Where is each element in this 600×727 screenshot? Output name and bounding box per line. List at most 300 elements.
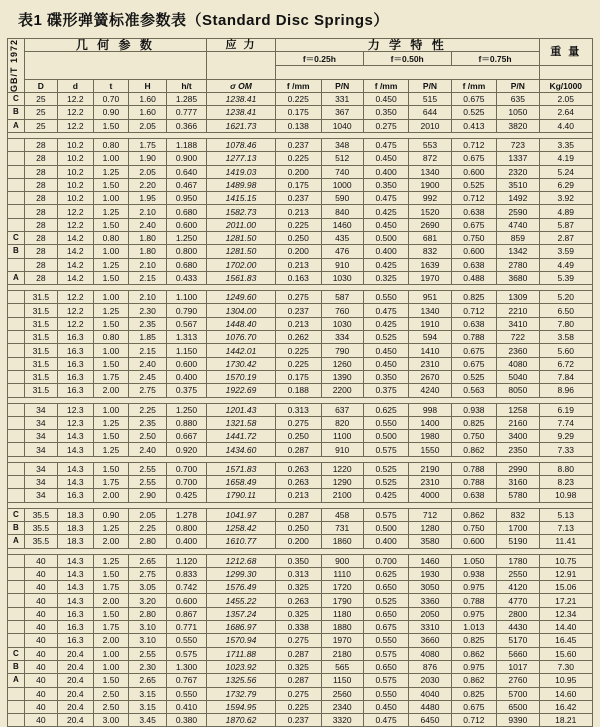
row-p3: 2590 [497, 205, 539, 218]
row-H: 1.80 [129, 232, 167, 245]
row-f1: 0.275 [275, 634, 321, 647]
row-H: 2.30 [129, 304, 167, 317]
row-H: 2.15 [129, 344, 167, 357]
row-f1: 0.287 [275, 674, 321, 687]
row-sigma: 1415.15 [207, 192, 276, 205]
row-ht: 1.300 [166, 660, 206, 673]
row-p3: 5660 [497, 647, 539, 660]
row-H: 2.75 [129, 384, 167, 397]
row-f3: 0.638 [451, 317, 497, 330]
row-d: 20.4 [58, 700, 94, 713]
row-H: 3.05 [129, 581, 167, 594]
row-f1: 0.263 [275, 594, 321, 607]
row-p3: 2550 [497, 567, 539, 580]
row-sigma: 1489.98 [207, 178, 276, 191]
row-group [8, 403, 25, 416]
row-H: 2.75 [129, 567, 167, 580]
row-p1: 760 [321, 304, 363, 317]
row-ht: 0.950 [166, 192, 206, 205]
row-sigma: 1610.77 [207, 535, 276, 548]
row-D: 40 [24, 687, 57, 700]
header-row-2 [8, 52, 593, 66]
row-p1: 2560 [321, 687, 363, 700]
header-load-050h: f＝0.50h [363, 52, 451, 66]
row-f3: 0.638 [451, 205, 497, 218]
row-weight: 4.49 [539, 258, 593, 271]
row-f1: 0.225 [275, 357, 321, 370]
row-f3: 0.788 [451, 594, 497, 607]
row-d: 14.3 [58, 581, 94, 594]
row-p3: 5040 [497, 370, 539, 383]
row-f2: 0.500 [363, 232, 409, 245]
row-weight: 10.75 [539, 554, 593, 567]
row-f2: 0.425 [363, 258, 409, 271]
row-d: 20.4 [58, 687, 94, 700]
row-t: 1.25 [93, 554, 129, 567]
row-group [8, 594, 25, 607]
row-p3: 1700 [497, 521, 539, 534]
row-p1: 1390 [321, 370, 363, 383]
row-sigma: 1212.68 [207, 554, 276, 567]
row-group [8, 384, 25, 397]
table-row [8, 647, 593, 660]
row-weight: 5.60 [539, 344, 593, 357]
row-f3: 0.712 [451, 138, 497, 151]
row-f2: 0.475 [363, 138, 409, 151]
row-d: 10.2 [58, 192, 94, 205]
row-f3: 0.712 [451, 192, 497, 205]
row-f3: 0.675 [451, 357, 497, 370]
header-weight-pad [539, 66, 593, 79]
row-H: 2.15 [129, 271, 167, 284]
row-t: 1.25 [93, 521, 129, 534]
table-row [8, 245, 593, 258]
row-f3: 0.600 [451, 245, 497, 258]
row-p3: 1492 [497, 192, 539, 205]
row-ht: 0.900 [166, 152, 206, 165]
row-t: 1.00 [93, 647, 129, 660]
table-row [8, 554, 593, 567]
row-weight: 7.33 [539, 443, 593, 456]
col-d: d [58, 79, 94, 92]
row-f1: 0.338 [275, 621, 321, 634]
row-H: 2.05 [129, 119, 167, 132]
row-ht: 0.410 [166, 700, 206, 713]
row-f1: 0.175 [275, 370, 321, 383]
row-D: 40 [24, 634, 57, 647]
row-d: 14.3 [58, 476, 94, 489]
row-f2: 0.425 [363, 317, 409, 330]
row-H: 2.25 [129, 521, 167, 534]
row-p3: 1780 [497, 554, 539, 567]
header-load-075h: f＝0.75h [451, 52, 539, 66]
row-sigma: 1686.97 [207, 621, 276, 634]
table-row [8, 634, 593, 647]
row-weight: 7.13 [539, 521, 593, 534]
header-stress-pad [207, 52, 276, 79]
row-p2: 4480 [409, 700, 451, 713]
row-f1: 0.163 [275, 271, 321, 284]
row-d: 20.4 [58, 660, 94, 673]
row-D: 31.5 [24, 384, 57, 397]
table-row [8, 521, 593, 534]
row-t: 1.00 [93, 192, 129, 205]
row-t: 2.00 [93, 594, 129, 607]
row-weight: 5.20 [539, 291, 593, 304]
row-p3: 2160 [497, 416, 539, 429]
row-weight: 6.50 [539, 304, 593, 317]
row-f2: 0.275 [363, 119, 409, 132]
col-P-075: P/N [497, 79, 539, 92]
row-weight: 7.84 [539, 370, 593, 383]
row-p3: 3400 [497, 430, 539, 443]
row-sigma: 1582.73 [207, 205, 276, 218]
row-f2: 0.450 [363, 357, 409, 370]
table-row [8, 258, 593, 271]
row-p3: 4430 [497, 621, 539, 634]
row-ht: 0.600 [166, 594, 206, 607]
row-d: 16.3 [58, 634, 94, 647]
row-p2: 2010 [409, 119, 451, 132]
row-f2: 0.575 [363, 508, 409, 521]
row-D: 40 [24, 567, 57, 580]
row-p2: 553 [409, 138, 451, 151]
row-f1: 0.200 [275, 535, 321, 548]
row-p2: 1520 [409, 205, 451, 218]
row-ht: 0.400 [166, 370, 206, 383]
disc-spring-table [7, 38, 593, 727]
col-sigma-om: σ OM [207, 79, 276, 92]
row-f1: 0.275 [275, 291, 321, 304]
table-row [8, 607, 593, 620]
row-f1: 0.350 [275, 554, 321, 567]
row-p1: 2340 [321, 700, 363, 713]
row-D: 35.5 [24, 508, 57, 521]
col-t: t [93, 79, 129, 92]
row-weight: 7.30 [539, 660, 593, 673]
row-sigma: 1023.92 [207, 660, 276, 673]
row-d: 10.2 [58, 178, 94, 191]
row-D: 25 [24, 93, 57, 106]
row-f1: 0.213 [275, 205, 321, 218]
row-p2: 2690 [409, 218, 451, 231]
row-weight: 8.80 [539, 462, 593, 475]
row-f2: 0.525 [363, 331, 409, 344]
row-D: 28 [24, 258, 57, 271]
row-ht: 0.400 [166, 535, 206, 548]
row-p3: 832 [497, 508, 539, 521]
table-row [8, 344, 593, 357]
table-row [8, 430, 593, 443]
row-f3: 0.638 [451, 489, 497, 502]
row-D: 31.5 [24, 304, 57, 317]
row-sigma: 1078.46 [207, 138, 276, 151]
row-D: 28 [24, 245, 57, 258]
row-p1: 512 [321, 152, 363, 165]
row-ht: 0.467 [166, 178, 206, 191]
row-f3: 0.862 [451, 674, 497, 687]
row-weight: 8.96 [539, 384, 593, 397]
row-f3: 0.600 [451, 535, 497, 548]
row-d: 14.2 [58, 245, 94, 258]
row-p1: 1180 [321, 607, 363, 620]
row-f1: 0.313 [275, 403, 321, 416]
table-row [8, 192, 593, 205]
row-d: 16.3 [58, 621, 94, 634]
table-row [8, 660, 593, 673]
row-sigma: 1442.01 [207, 344, 276, 357]
row-p2: 992 [409, 192, 451, 205]
row-f2: 0.575 [363, 647, 409, 660]
row-t: 1.50 [93, 607, 129, 620]
row-d: 14.2 [58, 271, 94, 284]
row-ht: 0.920 [166, 443, 206, 456]
table-row [8, 416, 593, 429]
row-sigma: 1702.00 [207, 258, 276, 271]
row-d: 12.2 [58, 106, 94, 119]
row-p3: 3820 [497, 119, 539, 132]
row-p1: 435 [321, 232, 363, 245]
row-H: 2.05 [129, 508, 167, 521]
row-weight: 7.80 [539, 317, 593, 330]
row-p2: 832 [409, 245, 451, 258]
row-t: 1.75 [93, 581, 129, 594]
row-sigma: 1041.97 [207, 508, 276, 521]
row-H: 2.25 [129, 403, 167, 416]
col-h-over-t: h/t [166, 79, 206, 92]
row-sigma: 1448.40 [207, 317, 276, 330]
row-H: 2.40 [129, 218, 167, 231]
row-group [8, 370, 25, 383]
row-f3: 0.712 [451, 304, 497, 317]
row-H: 2.30 [129, 660, 167, 673]
row-d: 14.3 [58, 462, 94, 475]
row-ht: 1.120 [166, 554, 206, 567]
row-p1: 1100 [321, 430, 363, 443]
row-p1: 1790 [321, 594, 363, 607]
row-ht: 0.700 [166, 462, 206, 475]
row-p3: 2990 [497, 462, 539, 475]
row-p2: 1550 [409, 443, 451, 456]
row-d: 12.2 [58, 317, 94, 330]
row-d: 16.3 [58, 489, 94, 502]
table-row [8, 271, 593, 284]
row-d: 16.3 [58, 607, 94, 620]
row-weight: 5.13 [539, 508, 593, 521]
row-p1: 820 [321, 416, 363, 429]
row-H: 2.55 [129, 462, 167, 475]
row-f2: 0.575 [363, 443, 409, 456]
row-D: 28 [24, 271, 57, 284]
row-sigma: 1238.41 [207, 93, 276, 106]
row-d: 20.4 [58, 647, 94, 660]
row-D: 35.5 [24, 521, 57, 534]
row-f3: 0.750 [451, 521, 497, 534]
row-group [8, 443, 25, 456]
row-H: 3.10 [129, 621, 167, 634]
row-f3: 0.563 [451, 384, 497, 397]
row-H: 2.80 [129, 607, 167, 620]
row-p3: 722 [497, 331, 539, 344]
row-weight: 16.45 [539, 634, 593, 647]
row-sigma: 1571.83 [207, 462, 276, 475]
row-H: 3.15 [129, 700, 167, 713]
row-d: 16.3 [58, 344, 94, 357]
row-p3: 1050 [497, 106, 539, 119]
row-f2: 0.375 [363, 384, 409, 397]
row-sigma: 1281.50 [207, 245, 276, 258]
row-f3: 0.788 [451, 462, 497, 475]
row-t: 1.25 [93, 304, 129, 317]
row-group [8, 714, 25, 727]
row-p3: 2800 [497, 607, 539, 620]
row-ht: 0.771 [166, 621, 206, 634]
row-f2: 0.450 [363, 218, 409, 231]
row-f1: 0.325 [275, 607, 321, 620]
row-f1: 0.237 [275, 304, 321, 317]
row-D: 34 [24, 462, 57, 475]
row-f2: 0.350 [363, 178, 409, 191]
row-f1: 0.325 [275, 581, 321, 594]
row-ht: 0.600 [166, 357, 206, 370]
row-t: 1.00 [93, 403, 129, 416]
row-group: A [8, 535, 25, 548]
row-f1: 0.213 [275, 489, 321, 502]
table-row [8, 304, 593, 317]
row-f2: 0.550 [363, 416, 409, 429]
row-H: 1.60 [129, 106, 167, 119]
row-t: 2.00 [93, 384, 129, 397]
row-f1: 0.225 [275, 218, 321, 231]
table-row [8, 331, 593, 344]
row-f3: 0.675 [451, 700, 497, 713]
row-ht: 1.250 [166, 232, 206, 245]
row-t: 1.00 [93, 344, 129, 357]
row-f2: 0.450 [363, 700, 409, 713]
row-t: 0.80 [93, 138, 129, 151]
row-d: 12.2 [58, 291, 94, 304]
row-p2: 3660 [409, 634, 451, 647]
row-f1: 0.250 [275, 521, 321, 534]
row-f1: 0.200 [275, 245, 321, 258]
row-f2: 0.625 [363, 403, 409, 416]
row-p2: 681 [409, 232, 451, 245]
row-D: 40 [24, 660, 57, 673]
row-p1: 3320 [321, 714, 363, 727]
row-group: B [8, 106, 25, 119]
row-group [8, 357, 25, 370]
row-p2: 2190 [409, 462, 451, 475]
row-p2: 1639 [409, 258, 451, 271]
row-ht: 0.777 [166, 106, 206, 119]
row-weight: 4.19 [539, 152, 593, 165]
row-t: 1.75 [93, 370, 129, 383]
row-D: 28 [24, 152, 57, 165]
row-f3: 1.013 [451, 621, 497, 634]
row-d: 20.4 [58, 674, 94, 687]
row-H: 1.80 [129, 245, 167, 258]
row-p3: 3160 [497, 476, 539, 489]
row-H: 2.55 [129, 476, 167, 489]
row-sigma: 1258.42 [207, 521, 276, 534]
table-row [8, 567, 593, 580]
row-H: 2.45 [129, 370, 167, 383]
row-ht: 0.680 [166, 205, 206, 218]
row-f3: 0.788 [451, 476, 497, 489]
row-ht: 0.600 [166, 218, 206, 231]
row-p2: 515 [409, 93, 451, 106]
row-p3: 2760 [497, 674, 539, 687]
col-D: D [24, 79, 57, 92]
row-p3: 4770 [497, 594, 539, 607]
row-H: 2.35 [129, 317, 167, 330]
page-title: 表1 碟形弹簧标准参数表（Standard Disc Springs） [18, 12, 389, 29]
row-t: 1.75 [93, 476, 129, 489]
row-p3: 2320 [497, 165, 539, 178]
row-sigma: 1870.62 [207, 714, 276, 727]
row-t: 1.50 [93, 567, 129, 580]
row-sigma: 1621.73 [207, 119, 276, 132]
row-f2: 0.500 [363, 430, 409, 443]
table-row [8, 594, 593, 607]
row-H: 2.55 [129, 647, 167, 660]
row-p1: 590 [321, 192, 363, 205]
row-f1: 0.188 [275, 384, 321, 397]
row-group: C [8, 232, 25, 245]
col-weight-unit: Kg/1000 [539, 79, 593, 92]
row-group [8, 416, 25, 429]
row-H: 2.10 [129, 291, 167, 304]
row-t: 3.00 [93, 714, 129, 727]
row-d: 12.3 [58, 416, 94, 429]
table-row [8, 232, 593, 245]
row-D: 28 [24, 178, 57, 191]
row-ht: 0.550 [166, 687, 206, 700]
row-weight: 8.23 [539, 476, 593, 489]
row-f3: 0.675 [451, 152, 497, 165]
row-f2: 0.675 [363, 621, 409, 634]
row-p2: 1340 [409, 165, 451, 178]
row-d: 14.3 [58, 567, 94, 580]
row-d: 10.2 [58, 165, 94, 178]
table-row [8, 535, 593, 548]
row-p3: 6500 [497, 700, 539, 713]
row-H: 3.45 [129, 714, 167, 727]
row-D: 40 [24, 714, 57, 727]
row-f1: 0.313 [275, 567, 321, 580]
row-D: 40 [24, 581, 57, 594]
row-p3: 3680 [497, 271, 539, 284]
row-sigma: 1238.41 [207, 106, 276, 119]
row-f1: 0.200 [275, 165, 321, 178]
row-sigma: 1570.94 [207, 634, 276, 647]
row-D: 31.5 [24, 344, 57, 357]
table-row [8, 178, 593, 191]
row-p3: 4120 [497, 581, 539, 594]
row-group [8, 489, 25, 502]
row-f3: 0.975 [451, 660, 497, 673]
row-p3: 2350 [497, 443, 539, 456]
row-D: 34 [24, 430, 57, 443]
row-D: 40 [24, 607, 57, 620]
row-f1: 0.262 [275, 331, 321, 344]
row-ht: 0.567 [166, 317, 206, 330]
row-D: 34 [24, 443, 57, 456]
row-sigma: 1576.49 [207, 581, 276, 594]
row-f1: 0.175 [275, 106, 321, 119]
row-group: B [8, 521, 25, 534]
row-p3: 2780 [497, 258, 539, 271]
